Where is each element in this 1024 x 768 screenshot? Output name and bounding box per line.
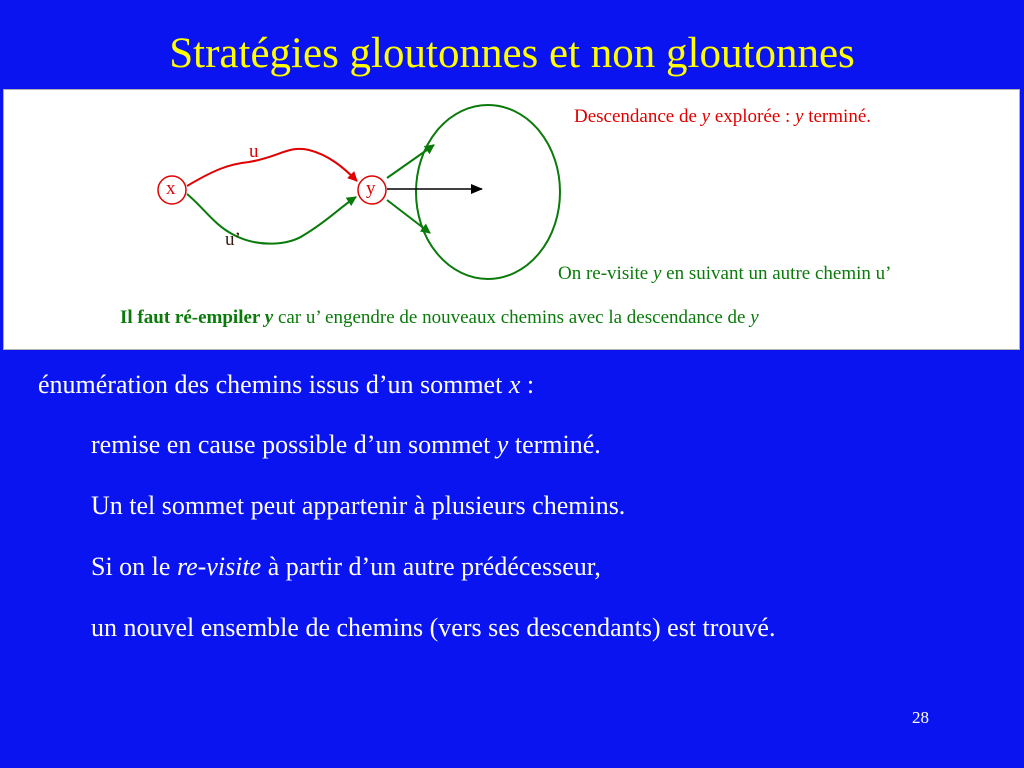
- edge-u-prime-label: u’: [225, 229, 241, 250]
- edge-y-down: [387, 200, 430, 233]
- caption-reempiler: Il faut ré-empiler y car u’ engendre de nouveaux chemins avec la descendance de y: [120, 307, 759, 328]
- bullet-nouvel-ensemble: un nouvel ensemble de chemins (vers ses descendants) est trouvé.: [91, 613, 776, 642]
- bullet-enumeration: énumération des chemins issus d’un sommet x :: [38, 370, 535, 399]
- bullet-remise-en-cause: remise en cause possible d’un sommet y terminé.: [91, 430, 601, 459]
- caption-descendance: Descendance de y explorée : y terminé.: [574, 106, 871, 127]
- bullet-plusieurs-chemins: Un tel sommet peut appartenir à plusieurs chemins.: [91, 491, 626, 520]
- edge-u: [187, 149, 357, 186]
- node-y-label: y: [366, 178, 376, 199]
- node-x-label: x: [166, 178, 176, 199]
- descendance-ellipse: [416, 105, 560, 279]
- edge-y-up: [387, 145, 434, 178]
- slide-title: Stratégies gloutonnes et non gloutonnes: [169, 30, 855, 77]
- diagram-panel: [3, 89, 1020, 350]
- bullet-revisite: Si on le re-visite à partir d’un autre prédécesseur,: [91, 552, 601, 581]
- page-number: 28: [912, 708, 929, 727]
- caption-revisite: On re-visite y en suivant un autre chemin u’: [558, 263, 892, 284]
- edge-u-label: u: [249, 141, 259, 162]
- edge-u-prime: [187, 194, 356, 244]
